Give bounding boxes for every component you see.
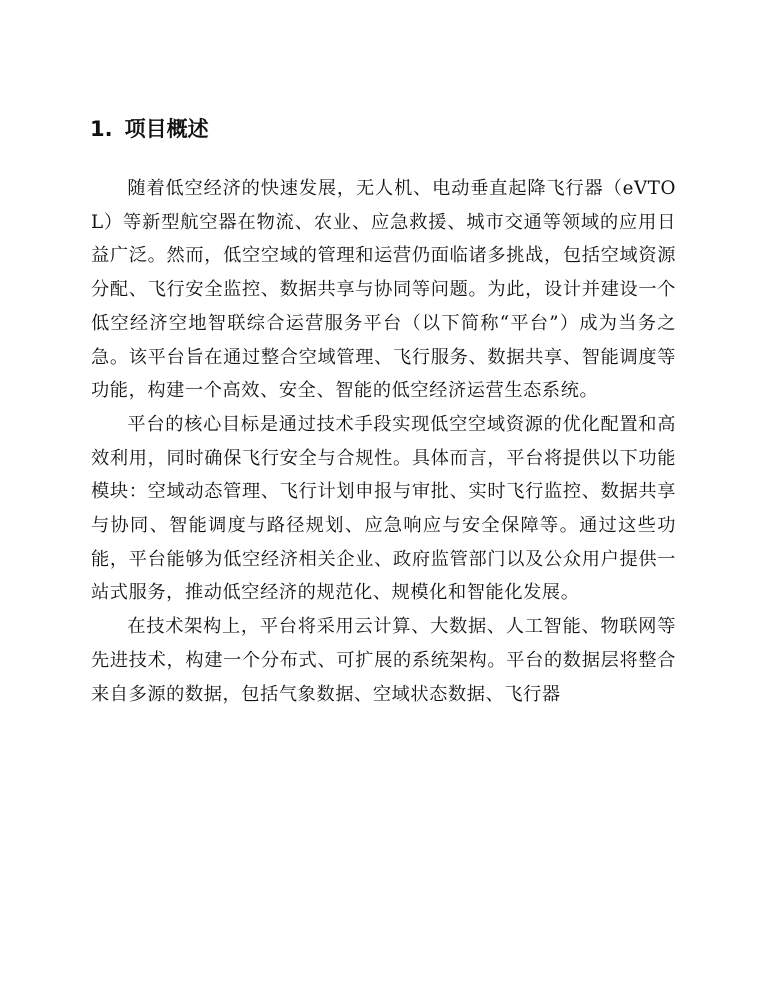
section-heading bbox=[90, 113, 209, 145]
body-text bbox=[91, 172, 676, 711]
paragraph-1: 随着低空经济的快速发展，无人机、电动垂直起降飞行器（eVTOL）等新型航空器在物流、农业、应急救援、城市交通等领域的应用日益广泛。然而，低空空域的管理和运营仍面临诸多挑战，包括空域资源分配、飞行安全监控、数据共享与协同等问题。为此，设计并建设一个低空经济空地智联综合运营服务平台（以下简称“平台”）成为当务之急。该平台旨在通过整合空域管理、飞行服务、数据共享、智能调度等功能，构建一个高效、安全、智能的低空经济运营生态系统。 bbox=[91, 178, 676, 402]
paragraph-2: 平台的核心目标是通过技术手段实现低空空域资源的优化配置和高效利用，同时确保飞行安全与合规性。具体而言，平台将提供以下功能模块：空域动态管理、飞行计划申报与审批、实时飞行监控、数据共享与协同、智能调度与路径规划、应急响应与安全保障等。通过这些功能，平台能够为低空经济相关企业、政府监管部门以及公众用户提供一站式服务，推动低空经济的规范化、规模化和智能化发展。 bbox=[91, 413, 676, 604]
paragraph-3: 在技术架构上，平台将采用云计算、大数据、人工智能、物联网等先进技术，构建一个分布式、可扩展的系统架构。平台的数据层将整合来自多源的数据，包括气象数据、空域状态数据、飞行器 bbox=[91, 616, 676, 705]
section-number: 1. bbox=[90, 117, 113, 141]
section-title: 项目概述 bbox=[124, 117, 209, 141]
